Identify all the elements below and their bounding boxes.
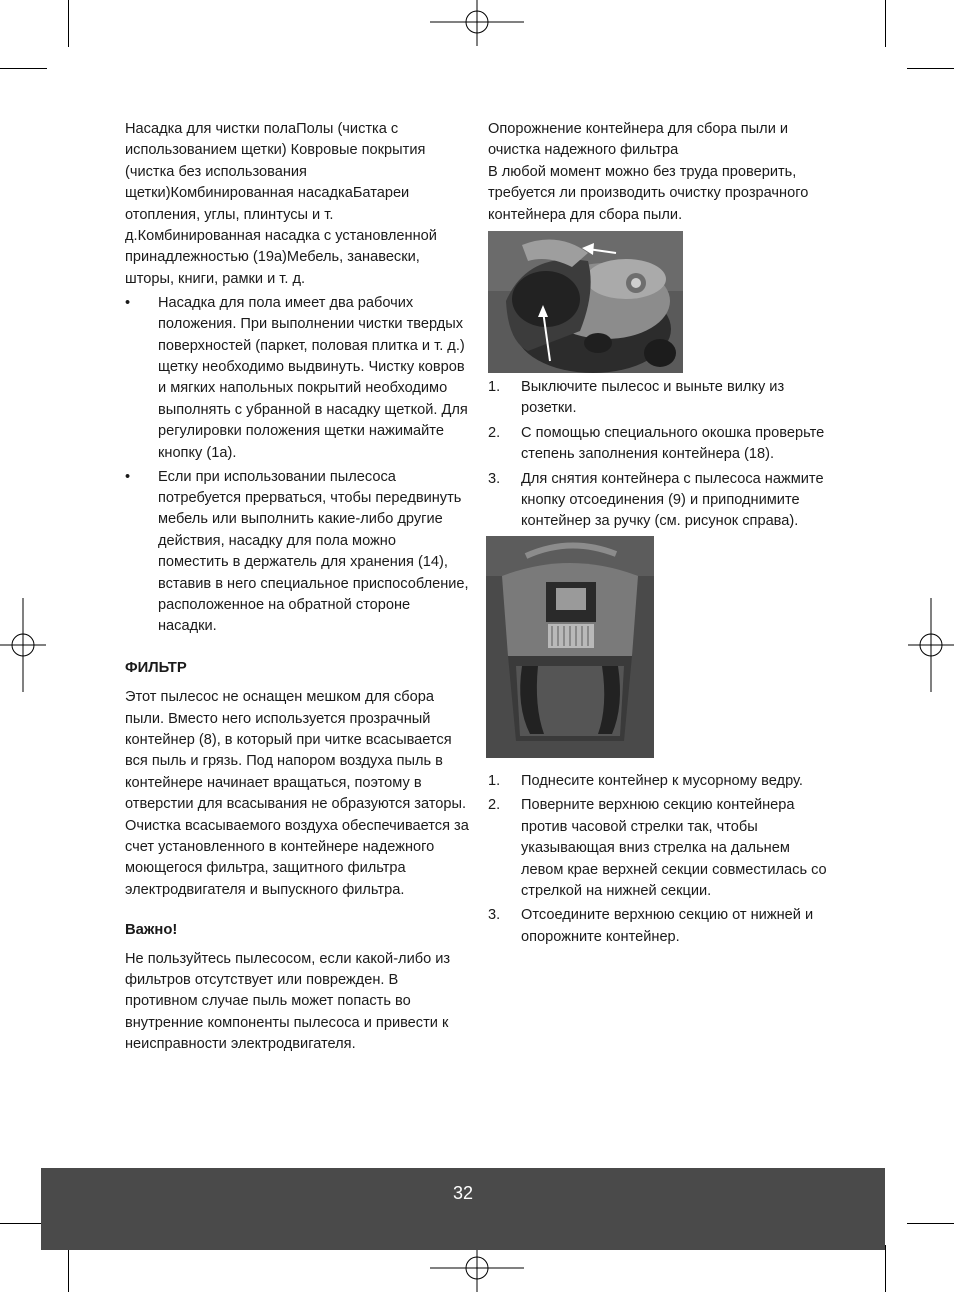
nozzle-intro-text: Насадка для чистки полаПолы (чистка с использованием щетки) Ковровые покрытия (чистка без использования щетки)Комбинированная насадкаБатареи отопления, углы, плинтусы и т. д.Комбинированная насадка с установленной принадлежностью (19a)Мебель, занавески, шторы, книги, рамки и т. д.: [125, 121, 437, 287]
registration-mark-bottom: [430, 1246, 524, 1292]
step-number: 2.: [488, 424, 501, 441]
crop-mark: [0, 1223, 47, 1224]
list-item: [488, 795, 833, 902]
remove-container-steps: [488, 377, 833, 533]
step-text: Отсоедините верхнюю секцию от нижней и опорожните контейнер.: [521, 907, 814, 945]
footer-bar: [41, 1168, 885, 1250]
registration-mark-top: [430, 0, 524, 46]
crop-mark: [68, 0, 69, 47]
step-text: Выключите пылесос и выньте вилку из розетки.: [521, 379, 785, 417]
step-number: 1.: [488, 772, 501, 789]
step-number: 2.: [488, 797, 501, 814]
step-number: 1.: [488, 379, 501, 396]
list-item: [488, 377, 833, 420]
list-item: [125, 293, 470, 464]
bullet-text: Если при использовании пылесоса потребуется прерваться, чтобы передвинуть мебель или выполнить какие-либо другие действия, насадку для пола можно поместить в держатель для хранения (14), вставив в него специальное приспособление, расположенное на обратной стороне насадки.: [158, 468, 469, 635]
important-heading: Важно!: [125, 922, 178, 939]
filter-heading: ФИЛЬТР: [125, 659, 187, 676]
crop-mark: [907, 1223, 954, 1224]
bullet-text: Насадка для пола имеет два рабочих положения. При выполнении чистки твердых поверхностей (паркет, половая плитка и т. д.) щетку необходимо выдвинуть. Чистку ковров и мягких напольных покрытий необходимо выполнять с убранной в насадку щеткой. Для регулировки положения щетки нажимайте кнопку (1a).: [158, 294, 468, 461]
list-item: [488, 905, 833, 948]
container-section-intro: В любой момент можно без труда проверить, требуется ли производить очистку прозрачного контейнера для сбора пыли.: [488, 163, 809, 223]
vacuum-cleaner-photo: [488, 231, 683, 373]
dust-container-photo: [486, 536, 654, 758]
step-number: 3.: [488, 470, 501, 487]
registration-mark-left: [0, 598, 46, 692]
important-text: Не пользуйтесь пылесосом, если какой-либо из фильтров отсутствует или поврежден. В противном случае пыль может попасть во внутренние компоненты пылесоса и привести к неисправности электродвигателя.: [125, 950, 451, 1053]
registration-mark-right: [908, 598, 954, 692]
crop-mark: [885, 1245, 886, 1292]
step-text: Поднесите контейнер к мусорному ведру.: [521, 772, 803, 789]
page-number: 32: [452, 1183, 474, 1203]
crop-mark: [907, 68, 954, 69]
step-text: Для снятия контейнера с пылесоса нажмите кнопку отсоединения (9) и приподнимите контейнер за ручку (см. рисунок справа).: [521, 470, 824, 530]
crop-mark: [885, 0, 886, 47]
step-number: 3.: [488, 907, 501, 924]
right-column: [488, 119, 833, 951]
list-item: [488, 469, 833, 533]
list-item: [488, 423, 833, 466]
left-column: [125, 119, 470, 1056]
container-section-title: Опорожнение контейнера для сбора пыли и очистка надежного фильтра: [488, 121, 789, 159]
list-item: [488, 771, 833, 792]
crop-mark: [0, 68, 47, 69]
list-item: [125, 467, 470, 638]
nozzle-bullet-list: [125, 293, 470, 638]
filter-text: Этот пылесос не оснащен мешком для сбора пыли. Вместо него используется прозрачный контейнер (8), в который при читке всасывается вся пыль и грязь. Под напором воздуха пыль в контейнере начинает вращаться, поэтому в отверстии для всасывания не образуются заторы. Очистка всасываемого воздуха обеспечивается за счет установленного в контейнере надежного моющегося фильтра, защитного фильтра электродвигателя и выпускного фильтра.: [125, 689, 469, 898]
step-text: Поверните верхнюю секцию контейнера против часовой стрелки так, чтобы указывающая вниз стрелка на дальнем левом крае верхней секции совместилась со стрелкой на нижней секции.: [521, 797, 827, 899]
bullet-mark: •: [125, 468, 131, 485]
empty-container-steps: [488, 771, 833, 948]
crop-mark: [68, 1245, 69, 1292]
bullet-mark: •: [125, 294, 131, 311]
step-text: С помощью специального окошка проверьте степень заполнения контейнера (18).: [521, 424, 825, 463]
